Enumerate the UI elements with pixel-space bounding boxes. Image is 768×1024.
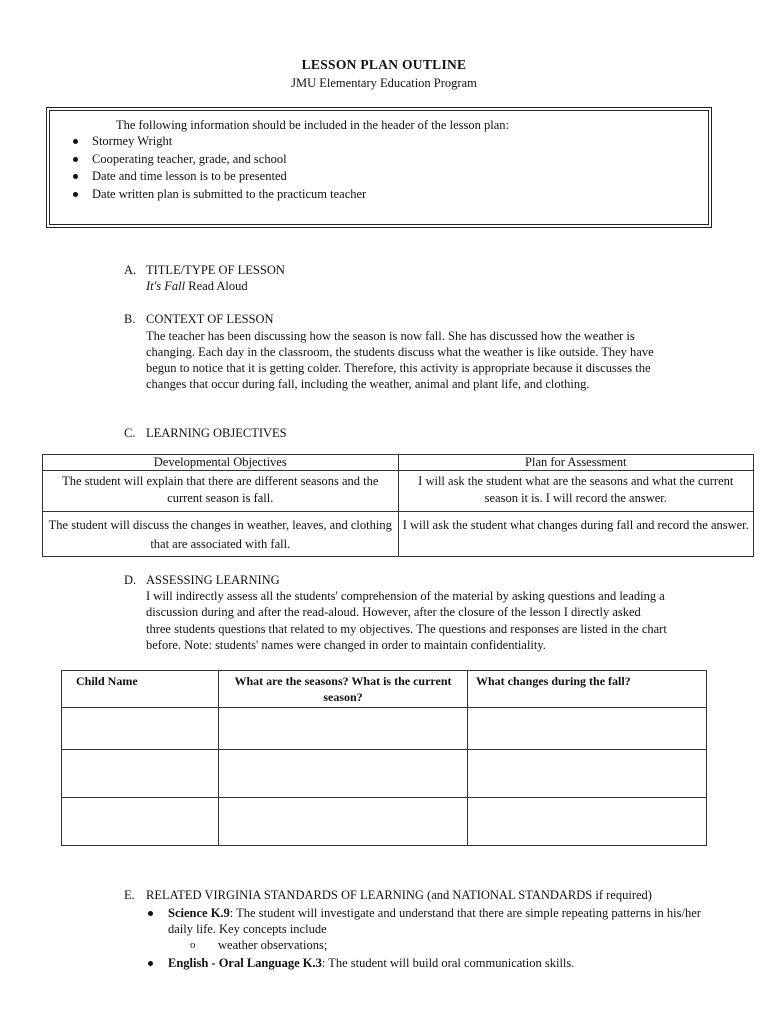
- context-line-1: The teacher has been discussing how the season is now fall. She has discussed how the weather is: [146, 329, 635, 343]
- page-subtitle: JMU Elementary Education Program: [291, 76, 477, 90]
- info-box-list: [70, 133, 366, 203]
- responses-cell: [219, 708, 468, 750]
- standard-code: English - Oral Language K.3: [168, 956, 322, 970]
- standard-sub-item: o weather observations;: [190, 937, 726, 953]
- responses-header-changes: What changes during the fall?: [468, 671, 707, 708]
- objectives-header-developmental: Developmental Objectives: [43, 455, 399, 471]
- objective-cell: The student will discuss the changes in weather, leaves, and clothing that are associated with fall.: [43, 512, 399, 557]
- assessment-cell: I will ask the student what are the seasons and what the current season it is. I will record the answer.: [398, 471, 754, 512]
- assessment-cell: I will ask the student what changes during fall and record the answer.: [398, 512, 754, 557]
- standard-text: : The student will build oral communication skills.: [321, 956, 575, 970]
- objectives-row: [43, 512, 754, 557]
- assessing-line-3: three students questions that related to my objectives. The questions and responses are listed in the chart: [146, 622, 667, 636]
- section-e-heading: RELATED VIRGINIA STANDARDS OF LEARNING (and NATIONAL STANDARDS if required): [146, 888, 652, 902]
- section-a-heading: TITLE/TYPE OF LESSON: [146, 263, 285, 277]
- assessing-line-1: I will indirectly assess all the students' comprehension of the material by asking questions and leading a: [146, 589, 665, 603]
- objectives-header-assessment: Plan for Assessment: [398, 455, 754, 471]
- responses-cell: [62, 798, 219, 846]
- objectives-row: [43, 471, 754, 512]
- assessing-line-2: discussion during and after the read-aloud. However, after the closure of the lesson I directly asked: [146, 605, 641, 619]
- info-item-date-submitted: Date written plan is submitted to the practicum teacher: [70, 186, 366, 204]
- responses-cell: [219, 798, 468, 846]
- assessing-line-4: before. Note: students' names were changed in order to maintain confidentiality.: [146, 638, 546, 652]
- responses-row: [62, 750, 707, 798]
- objectives-table: [42, 454, 754, 557]
- section-c-heading: LEARNING OBJECTIVES: [146, 426, 287, 440]
- responses-cell: [62, 750, 219, 798]
- section-b-label: B.: [124, 312, 136, 326]
- standard-text: : The student will investigate and understand that there are simple repeating patterns in his/her daily life. Key concepts include: [168, 906, 701, 936]
- standard-item-science: [146, 905, 726, 953]
- section-e-label: E.: [124, 888, 135, 902]
- section-c-label: C.: [124, 426, 136, 440]
- lesson-title: [146, 278, 726, 294]
- page-title: LESSON PLAN OUTLINE: [301, 57, 467, 72]
- responses-cell: [468, 750, 707, 798]
- section-b-heading: CONTEXT OF LESSON: [146, 312, 274, 326]
- responses-cell: [468, 798, 707, 846]
- context-line-3: begun to notice that it is getting colder. Therefore, this activity is appropriate because it discusses the: [146, 361, 651, 375]
- responses-header-row: [62, 671, 707, 708]
- responses-cell: [62, 708, 219, 750]
- lesson-title-italic: It's Fall: [146, 279, 186, 293]
- section-d-heading: ASSESSING LEARNING: [146, 573, 280, 587]
- responses-cell: [468, 708, 707, 750]
- responses-cell: [219, 750, 468, 798]
- section-a-label: A.: [124, 263, 137, 277]
- info-item-name: Stormey Wright: [70, 133, 366, 151]
- objectives-header-row: [43, 455, 754, 471]
- responses-table: [61, 670, 707, 846]
- standard-code: Science K.9: [168, 906, 230, 920]
- standard-item-english: [146, 955, 726, 971]
- context-line-4: changes that occur during fall, including the weather, animal and plant life, and clothing.: [146, 377, 590, 391]
- responses-header-child-name: Child Name: [62, 671, 219, 708]
- responses-row: [62, 798, 707, 846]
- standards-list: [146, 905, 726, 971]
- info-item-cooperating-teacher: Cooperating teacher, grade, and school: [70, 151, 366, 169]
- context-line-2: changing. Each day in the classroom, the students discuss what the weather is like outside. They have: [146, 345, 654, 359]
- info-box-intro: The following information should be included in the header of the lesson plan:: [116, 118, 509, 132]
- section-d-label: D.: [124, 573, 137, 587]
- lesson-title-rest: Read Aloud: [185, 279, 248, 293]
- info-item-date-time: Date and time lesson is to be presented: [70, 168, 366, 186]
- objective-cell: The student will explain that there are different seasons and the current season is fall.: [43, 471, 399, 512]
- responses-row: [62, 708, 707, 750]
- standard-sub-list: [168, 937, 726, 953]
- responses-header-seasons: What are the seasons? What is the current season?: [219, 671, 468, 708]
